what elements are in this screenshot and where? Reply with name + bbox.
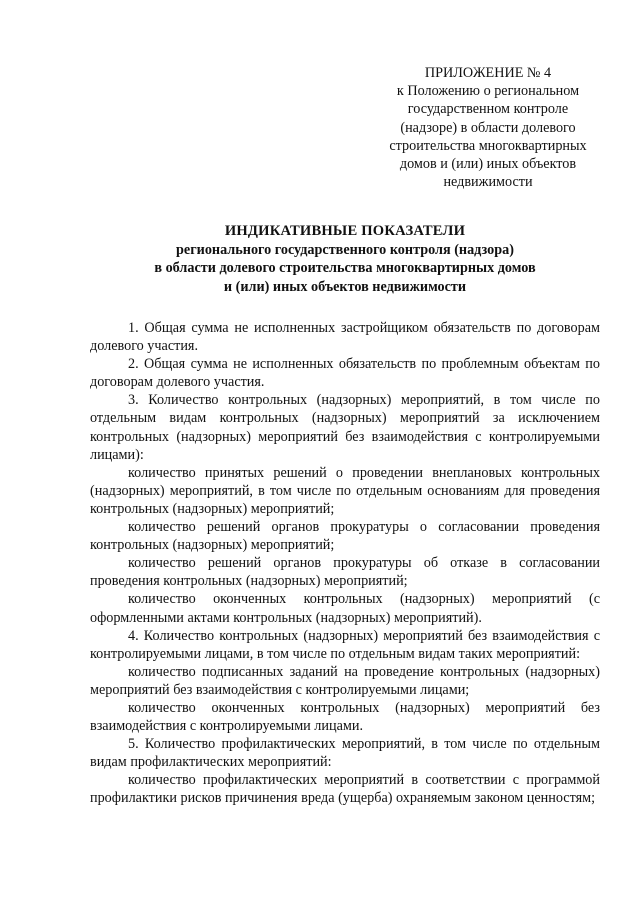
- paragraph-item-1: 1. Общая сумма не исполненных застройщиком обязательств по договорам долевого участия.: [90, 320, 600, 355]
- paragraph-item-2: 2. Общая сумма не исполненных обязательств по проблемным объектам по договорам долевого участия.: [90, 356, 600, 391]
- paragraph-item-3: 3. Количество контрольных (надзорных) мероприятий, в том числе по отдельным видам контрольных (надзорных) мероприятий за исключением контрольных (надзорных) мероприятий без взаимодействия с контролируемыми лицами):: [90, 392, 600, 463]
- appendix-line: (надзоре) в области долевого: [400, 119, 576, 136]
- subtitle-line: в области долевого строительства многоквартирных домов: [154, 260, 536, 277]
- paragraph-subitem: количество оконченных контрольных (надзорных) мероприятий без взаимодействия с контролируемыми лицами.: [90, 699, 600, 735]
- appendix-line: недвижимости: [443, 174, 533, 191]
- appendix-line: домов и (или) иных объектов: [399, 156, 577, 173]
- paragraph-subitem: количество профилактических мероприятий в соответствии с программой профилактики рисков причинения вреда (ущерба) охраняемым законом ценностям;: [90, 772, 600, 807]
- paragraph-subitem: количество подписанных заданий на проведение контрольных (надзорных) мероприятий без взаимодействия с контролируемыми лицами;: [90, 663, 600, 698]
- paragraph-item-5: 5. Количество профилактических мероприятий, в том числе по отдельным видам профилактических мероприятий:: [90, 736, 600, 771]
- subtitle-line: и (или) иных объектов недвижимости: [223, 278, 467, 295]
- main-title: ИНДИКАТИВНЫЕ ПОКАЗАТЕЛИ: [224, 223, 466, 239]
- appendix-header: [372, 64, 604, 191]
- paragraph-subitem: количество оконченных контрольных (надзорных) мероприятий (с оформленными актами контрольных (надзорных) мероприятий).: [90, 591, 600, 626]
- paragraph-subitem: количество решений органов прокуратуры о согласовании проведения контрольных (надзорных) мероприятий;: [90, 519, 600, 554]
- paragraph-item-4: 4. Количество контрольных (надзорных) мероприятий без взаимодействия с контролируемыми лицами, в том числе по отдельным видам таких мероприятий:: [90, 627, 600, 662]
- paragraph-subitem: количество принятых решений о проведении внеплановых контрольных (надзорных) мероприятий, в том числе по отдельным основаниям для проведения контрольных (надзорных) мероприятий;: [90, 464, 600, 517]
- subtitle-line: регионального государственного контроля (надзора): [176, 241, 514, 258]
- appendix-line: государственном контроле: [407, 101, 569, 118]
- appendix-line: к Положению о региональном: [396, 83, 580, 100]
- document-title: [90, 222, 600, 296]
- appendix-line: строительства многоквартирных: [389, 137, 587, 154]
- paragraph-subitem: количество решений органов прокуратуры об отказе в согласовании проведения контрольных (надзорных) мероприятий;: [90, 555, 600, 590]
- document-body: [90, 319, 600, 808]
- appendix-number: ПРИЛОЖЕНИЕ № 4: [424, 65, 552, 81]
